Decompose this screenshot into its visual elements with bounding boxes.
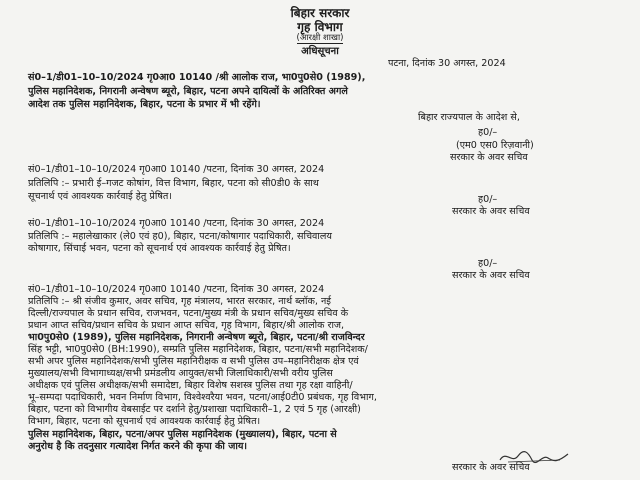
order1-dateline: पटना, दिनांक 30 अगस्त, 2024 — [388, 58, 506, 69]
notice-title: अधिसूचना — [301, 46, 339, 57]
order2-designation: सरकार के अवर सचिव — [452, 206, 530, 217]
order4-line: भा0पु0से0 (1989), पुलिस महानिदेशक, निगरानी अन्वेषण ब्यूरो, बिहार, पटना/श्री राजविन्दर — [28, 332, 365, 343]
dept-title: गृह विभाग — [297, 20, 343, 34]
order1-ref: सं0–1/डी01–10–10/2024 गृ0आ0 10140 /श्री आलोक राज, भा0पु0से0 (1989), — [28, 72, 366, 83]
order1-designation: सरकार के अवर सचिव — [450, 152, 528, 163]
order4-designation: सरकार के अवर सचिव — [452, 462, 530, 473]
order1-line1: पुलिस महानिदेशक, निगरानी अन्वेषण ब्यूरो, बिहार, पटना अपने दायित्वों के अतिरिक्त अगले — [28, 86, 348, 97]
order1-sign: ह0/– — [478, 127, 498, 138]
order4-ref: सं0–1/डी01–10–10/2024 गृ0आ0 10140 /पटना, दिनांक 30 अगस्त, 2024 — [28, 284, 325, 295]
order2-sign: ह0/– — [478, 194, 498, 205]
order4-line: विभाग, बिहार, पटना को सूचनार्थ एवं आवश्यक कार्रवाई हेतु प्रेषित। — [28, 416, 261, 427]
order3-line1: प्रतिलिपि :– महालेखाकार (ले0 एवं ह0), बिहार, पटना/कोषागार पदाधिकारी, सचिवालय — [28, 231, 332, 242]
order4-line: सभी अपर पुलिस महानिदेशक/सभी पुलिस महानिरीक्षक व सभी पुलिस उप–महानिरीक्षक क्षेत्र एवं — [28, 356, 359, 367]
order3-ref: सं0–1/डी01–10–10/2024 गृ0आ0 10140 /पटना, दिनांक 30 अगस्त, 2024 — [28, 218, 325, 229]
order4-line: मुख्यालय/सभी विभागाध्यक्ष/सभी प्रमंडलीय आयुक्त/सभी जिलाधिकारी/सभी वरीय पुलिस — [28, 368, 333, 379]
order4-request-line: अनुरोध है कि तदनुसार गत्यादेश निर्गत करने की कृपा की जाय। — [28, 441, 248, 452]
order4-line: प्रधान आप्त सचिव/प्रधान सचिव के प्रधान आप्त सचिव, गृह विभाग, बिहार/श्री आलोक राज, — [28, 320, 345, 331]
order1-line2: आदेश तक पुलिस महानिदेशक, बिहार, पटना के प्रभार में भी रहेंगे। — [28, 99, 261, 110]
branch-title: (आरक्षी शाखा) — [296, 33, 344, 43]
order4-line: दिल्ली/राज्यपाल के प्रधान सचिव, राजभवन, पटना/मुख्य मंत्री के प्रधान सचिव/मुख्य सचिव के — [28, 308, 349, 319]
order2-line1: प्रतिलिपि :– प्रभारी ई–गजट कोषांग, वित्त विभाग, बिहार, पटना को सी0डी0 के साथ — [28, 178, 319, 189]
order2-line2: सूचनार्थ एवं आवश्यक कार्रवाई हेतु प्रेषित। — [28, 191, 173, 202]
order2-ref: सं0–1/डी01–10–10/2024 गृ0आ0 10140 /पटना, दिनांक 30 अगस्त, 2024 — [28, 164, 325, 175]
gov-title: बिहार सरकार — [290, 6, 350, 20]
order3-designation: सरकार के अवर सचिव — [452, 270, 530, 281]
order4-line: बिहार, पटना को विभागीय वेबसाईट पर दर्शाने हेतु/प्रशाखा पदाधिकारी–1, 2 एवं 5 गृह (आरक्षी) — [28, 404, 361, 415]
order4-request-line: पुलिस महानिदेशक, बिहार, पटना/अपर पुलिस महानिदेशक (मुख्यालय), बिहार, पटना से — [28, 429, 337, 440]
order1-by-order: बिहार राज्यपाल के आदेश से, — [418, 112, 520, 123]
order1-name: (एम0 एस0 रिज़वानी) — [456, 140, 534, 151]
order4-line: सिंह भट्टी, भा0पु0से0 (BH:1990), सम्प्रति पुलिस महानिदेशक, बिहार, पटना/सभी महानिदेशक/ — [28, 344, 368, 355]
order3-sign: ह0/– — [478, 258, 498, 269]
order4-line: अधीक्षक एवं पुलिस अधीक्षक/सभी समादेष्टा, बिहार विशेष सशस्त्र पुलिस तथा गृह रक्षा वाहिनी/ — [28, 380, 353, 391]
order4-line: प्रतिलिपि :– श्री संजीव कुमार, अवर सचिव, गृह मंत्रालय, भारत सरकार, नार्थ ब्लॉक, नई — [28, 296, 332, 307]
order3-line2: कोषागार, सिंचाई भवन, पटना को सूचनार्थ एवं आवश्यक कार्रवाई हेतु प्रेषित। — [28, 243, 291, 254]
order4-line: भू–सम्पदा पदाधिकारी, भवन निर्माण विभाग, विश्वेश्वरैया भवन, पटना/आई0टी0 प्रबंधक, गृह विभाग, — [28, 392, 377, 403]
